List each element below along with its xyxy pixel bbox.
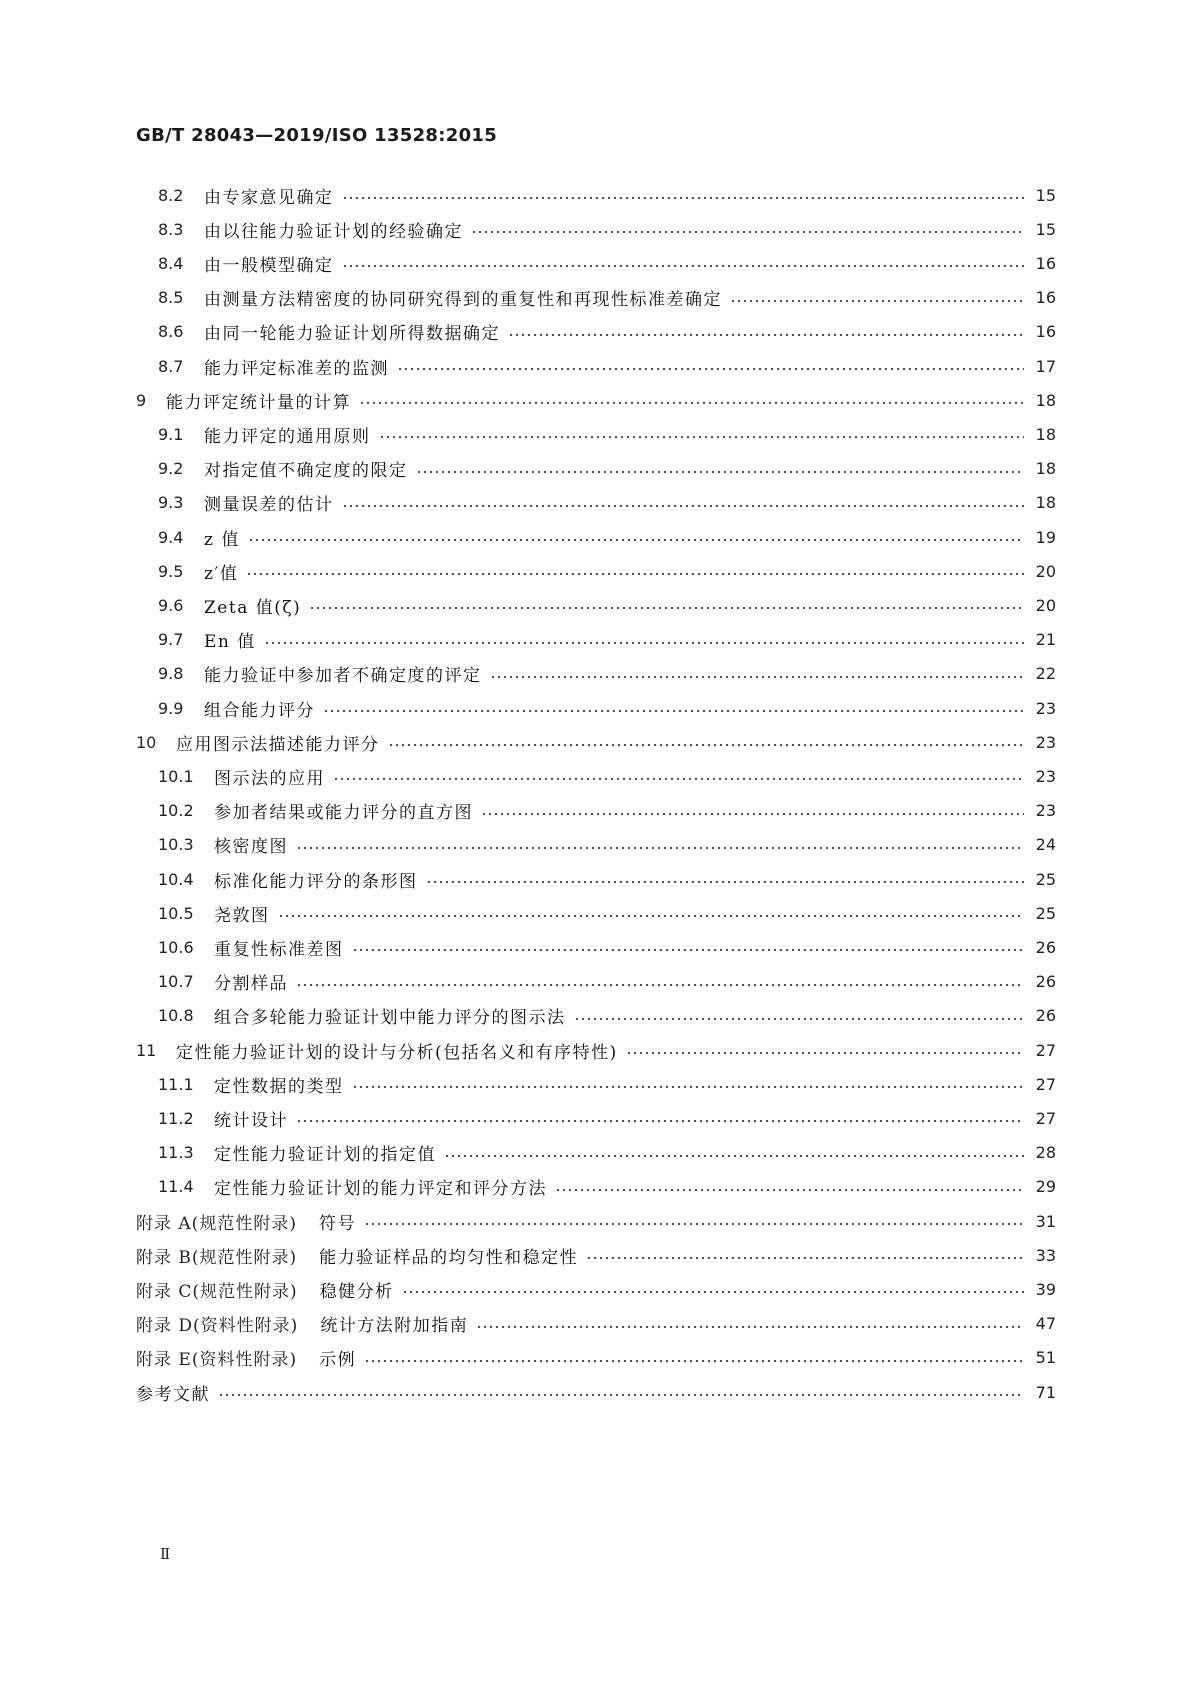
- toc-entry[interactable]: [136, 1343, 1056, 1373]
- toc-entry-number: 10.8: [158, 1006, 194, 1026]
- toc-entry[interactable]: [158, 659, 1056, 689]
- toc-entry-number: 11: [136, 1040, 157, 1060]
- toc-entry-number: 10.6: [158, 937, 194, 957]
- dot-leader: [555, 1189, 1024, 1191]
- toc-entry-title: 重复性标准差图: [214, 939, 344, 960]
- toc-entry-page: 18: [1035, 493, 1056, 513]
- toc-entry-title: 由测量方法精密度的协同研究得到的重复性和再现性标准差确定: [204, 290, 722, 311]
- dot-leader: [397, 368, 1024, 370]
- dot-leader: [364, 1360, 1024, 1362]
- toc-entry-number: 8.7: [158, 356, 184, 376]
- toc-entry[interactable]: [136, 1206, 1056, 1236]
- dot-leader: [444, 1155, 1024, 1157]
- toc-entry[interactable]: [158, 796, 1056, 826]
- toc-entry[interactable]: [136, 1309, 1056, 1339]
- dot-leader: [476, 1326, 1024, 1328]
- toc-entry-title: 能力评定统计量的计算: [166, 392, 351, 413]
- toc-entry-title: 图示法的应用: [214, 768, 325, 789]
- toc-entry[interactable]: [136, 1240, 1056, 1270]
- dot-leader: [352, 949, 1025, 951]
- dot-leader: [586, 1257, 1024, 1259]
- toc-entry-title: 标准化能力评分的条形图: [214, 871, 418, 892]
- toc-entry-title: 由以往能力验证计划的经验确定: [204, 221, 463, 242]
- dot-leader: [379, 436, 1025, 438]
- dot-leader: [402, 1291, 1024, 1293]
- dot-leader: [574, 1018, 1025, 1020]
- toc-entry-page: 51: [1035, 1348, 1056, 1368]
- toc-entry-number: 8.5: [158, 288, 184, 308]
- toc-entry-title: 能力评定标准差的监测: [204, 358, 389, 379]
- toc-entry-number: 9.8: [158, 664, 184, 684]
- toc-entry[interactable]: [158, 454, 1056, 484]
- toc-entry[interactable]: [158, 180, 1056, 210]
- toc-entry-number: 9.6: [158, 595, 184, 615]
- toc-entry[interactable]: [158, 317, 1056, 347]
- toc-entry-page: 23: [1035, 801, 1056, 821]
- toc-entry-page: 26: [1035, 972, 1056, 992]
- toc-entry-number: 附录 C(规范性附录): [136, 1281, 298, 1302]
- dot-leader: [309, 607, 1024, 609]
- toc-entry-title: 组合能力评分: [204, 700, 315, 721]
- toc-entry-page: 27: [1035, 1074, 1056, 1094]
- toc-entry-number: 8.4: [158, 253, 184, 273]
- toc-entry-page: 20: [1035, 561, 1056, 581]
- toc-entry-page: 15: [1035, 219, 1056, 239]
- toc-entry-page: 26: [1035, 937, 1056, 957]
- toc-entry-title: 定性能力验证计划的指定值: [214, 1145, 436, 1166]
- toc-entry-number: 9.4: [158, 527, 184, 547]
- dot-leader: [388, 744, 1025, 746]
- dot-leader: [481, 813, 1024, 815]
- toc-entry-page: 18: [1035, 390, 1056, 410]
- dot-leader: [296, 1120, 1024, 1122]
- toc-entry[interactable]: [158, 556, 1056, 586]
- dot-leader: [296, 847, 1024, 849]
- toc-entry[interactable]: [158, 488, 1056, 518]
- dot-leader: [359, 402, 1024, 404]
- toc-entry-number: 附录 E(资料性附录): [136, 1350, 298, 1371]
- toc-entry-page: 23: [1035, 732, 1056, 752]
- toc-entry-page: 27: [1035, 1040, 1056, 1060]
- toc-entry[interactable]: [158, 625, 1056, 655]
- dot-leader: [730, 300, 1024, 302]
- toc-entry[interactable]: [158, 830, 1056, 860]
- toc-entry-title: 能力验证样品的均匀性和稳定性: [319, 1247, 579, 1268]
- toc-entry-number: 9.2: [158, 459, 184, 479]
- toc-entry-page: 22: [1035, 664, 1056, 684]
- toc-entry-number: 附录 A(规范性附录): [136, 1213, 297, 1234]
- toc-entry-number: 11.3: [158, 1143, 194, 1163]
- toc-entry-title: 应用图示法描述能力评分: [176, 734, 380, 755]
- toc-entry-title: 对指定值不确定度的限定: [204, 461, 408, 482]
- dot-leader: [342, 197, 1025, 199]
- toc-entry[interactable]: [158, 248, 1056, 278]
- toc-entry-title: 分割样品: [214, 974, 288, 995]
- toc-entry-page: 15: [1035, 185, 1056, 205]
- toc-entry-page: 16: [1035, 288, 1056, 308]
- toc-entry-number: 10.3: [158, 835, 194, 855]
- toc-entry-title: 由专家意见确定: [204, 187, 334, 208]
- toc-entry[interactable]: [158, 1172, 1056, 1202]
- dot-leader: [508, 334, 1024, 336]
- toc-entry-title: 由一般模型确定: [204, 255, 334, 276]
- toc-entry[interactable]: [136, 1274, 1056, 1304]
- toc-entry-page: 31: [1035, 1211, 1056, 1231]
- toc-entry[interactable]: [158, 214, 1056, 244]
- toc-entry[interactable]: [158, 351, 1056, 381]
- dot-leader: [352, 1086, 1025, 1088]
- toc-entry-title: 测量误差的估计: [204, 495, 334, 516]
- toc-entry-page: 29: [1035, 1177, 1056, 1197]
- page-number: Ⅱ: [160, 1545, 171, 1563]
- toc-entry-number: 8.3: [158, 219, 184, 239]
- toc-entry-page: 23: [1035, 698, 1056, 718]
- toc-entry-page: 18: [1035, 424, 1056, 444]
- toc-entry-page: 25: [1035, 869, 1056, 889]
- toc-entry-number: 11.2: [158, 1108, 194, 1128]
- dot-leader: [426, 881, 1025, 883]
- dot-leader: [342, 265, 1025, 267]
- toc-entry-title: 核密度图: [214, 837, 288, 858]
- toc-entry-page: 19: [1035, 527, 1056, 547]
- toc-entry-title: 定性数据的类型: [214, 1076, 344, 1097]
- toc-entry-title: z′值: [204, 563, 239, 584]
- toc-entry-number: 10.4: [158, 869, 194, 889]
- toc-entry-page: 23: [1035, 766, 1056, 786]
- dot-leader: [264, 642, 1024, 644]
- toc-entry-number: 10.7: [158, 972, 194, 992]
- toc-entry-title: 定性能力验证计划的能力评定和评分方法: [214, 1179, 547, 1200]
- dot-leader: [471, 231, 1024, 233]
- toc-entry[interactable]: [158, 1001, 1056, 1031]
- toc-entry-page: 26: [1035, 1006, 1056, 1026]
- toc-entry[interactable]: [158, 898, 1056, 928]
- dot-leader: [323, 710, 1024, 712]
- toc-entry-page: 25: [1035, 903, 1056, 923]
- toc-entry[interactable]: [158, 522, 1056, 552]
- toc-entry[interactable]: [158, 693, 1056, 723]
- toc-entry-number: 9: [136, 390, 147, 410]
- toc-entry-number: 10.5: [158, 903, 194, 923]
- toc-entry[interactable]: [158, 967, 1056, 997]
- toc-entry[interactable]: [136, 1035, 1056, 1065]
- toc-entry-title: 能力评定的通用原则: [204, 426, 371, 447]
- dot-leader: [296, 984, 1024, 986]
- dot-leader: [246, 573, 1024, 575]
- toc-entry[interactable]: [158, 590, 1056, 620]
- toc-entry-number: 11.4: [158, 1177, 194, 1197]
- dot-leader: [626, 1052, 1024, 1054]
- toc-entry[interactable]: [136, 385, 1056, 415]
- toc-entry-page: 28: [1035, 1143, 1056, 1163]
- toc-entry-number: 附录 D(资料性附录): [136, 1316, 299, 1337]
- toc-entry-title: 符号: [318, 1213, 356, 1234]
- toc-entry-title: 组合多轮能力验证计划中能力评分的图示法: [214, 1008, 566, 1029]
- toc-entry[interactable]: [158, 1103, 1056, 1133]
- toc-entry-title: 由同一轮能力验证计划所得数据确定: [204, 324, 500, 345]
- toc-entry-number: 10: [136, 732, 157, 752]
- toc-entry-title: En 值: [204, 632, 256, 653]
- dot-leader: [333, 778, 1024, 780]
- toc-entry-title: 稳健分析: [319, 1281, 394, 1302]
- toc-entry-page: 17: [1035, 356, 1056, 376]
- toc-entry-number: 9.3: [158, 493, 184, 513]
- toc-entry-page: 16: [1035, 253, 1056, 273]
- toc-entry[interactable]: [158, 1069, 1056, 1099]
- dot-leader: [248, 539, 1024, 541]
- dot-leader: [218, 1394, 1024, 1396]
- toc-entry-title: 示例: [319, 1350, 357, 1371]
- toc-entry-title: Zeta 值(ζ): [204, 597, 302, 618]
- toc-entry-page: 27: [1035, 1108, 1056, 1128]
- dot-leader: [278, 915, 1025, 917]
- toc-entry[interactable]: [136, 1377, 1056, 1407]
- toc-entry-number: 10.1: [158, 766, 194, 786]
- dot-leader: [364, 1223, 1024, 1225]
- toc-entry-title: 尧敦图: [214, 905, 270, 926]
- toc-entry-title: 能力验证中参加者不确定度的评定: [204, 666, 482, 687]
- toc-entry-title: 统计设计: [214, 1110, 288, 1131]
- toc-entry-number: 9.9: [158, 698, 184, 718]
- toc-entry-number: 11.1: [158, 1074, 194, 1094]
- toc-entry-page: 24: [1035, 835, 1056, 855]
- dot-leader: [416, 471, 1025, 473]
- toc-entry-number: 9.5: [158, 561, 184, 581]
- toc-entry[interactable]: [158, 283, 1056, 313]
- toc-entry-title: 参加者结果或能力评分的直方图: [214, 803, 473, 824]
- toc-entry-page: 39: [1035, 1279, 1056, 1299]
- toc-entry[interactable]: [158, 1138, 1056, 1168]
- toc-entry-number: 9.7: [158, 630, 184, 650]
- toc-entry[interactable]: [136, 727, 1056, 757]
- toc-entry-number: 8.2: [158, 185, 184, 205]
- toc-entry-number: 10.2: [158, 801, 194, 821]
- toc-entry-number: 8.6: [158, 322, 184, 342]
- toc-entry-title: z 值: [204, 529, 240, 550]
- toc-entry-page: 16: [1035, 322, 1056, 342]
- toc-entry-title: 统计方法附加指南: [320, 1316, 469, 1337]
- standard-code-header: GB/T 28043—2019/ISO 13528:2015: [136, 125, 498, 146]
- toc-entry[interactable]: [158, 761, 1056, 791]
- toc-entry-page: 47: [1035, 1314, 1056, 1334]
- toc-entry-title: 参考文献: [136, 1384, 210, 1405]
- toc-entry[interactable]: [158, 864, 1056, 894]
- toc-entry-number: 附录 B(规范性附录): [136, 1247, 298, 1268]
- toc-entry-page: 20: [1035, 595, 1056, 615]
- toc-entry-page: 18: [1035, 459, 1056, 479]
- toc-entry-page: 71: [1035, 1382, 1056, 1402]
- dot-leader: [342, 505, 1025, 507]
- toc-entry-title: 定性能力验证计划的设计与分析(包括名义和有序特性): [176, 1042, 618, 1063]
- toc-entry[interactable]: [158, 419, 1056, 449]
- toc-entry-page: 33: [1035, 1245, 1056, 1265]
- toc-entry[interactable]: [158, 932, 1056, 962]
- toc-entry-page: 21: [1035, 630, 1056, 650]
- dot-leader: [490, 676, 1025, 678]
- toc-entry-number: 9.1: [158, 424, 184, 444]
